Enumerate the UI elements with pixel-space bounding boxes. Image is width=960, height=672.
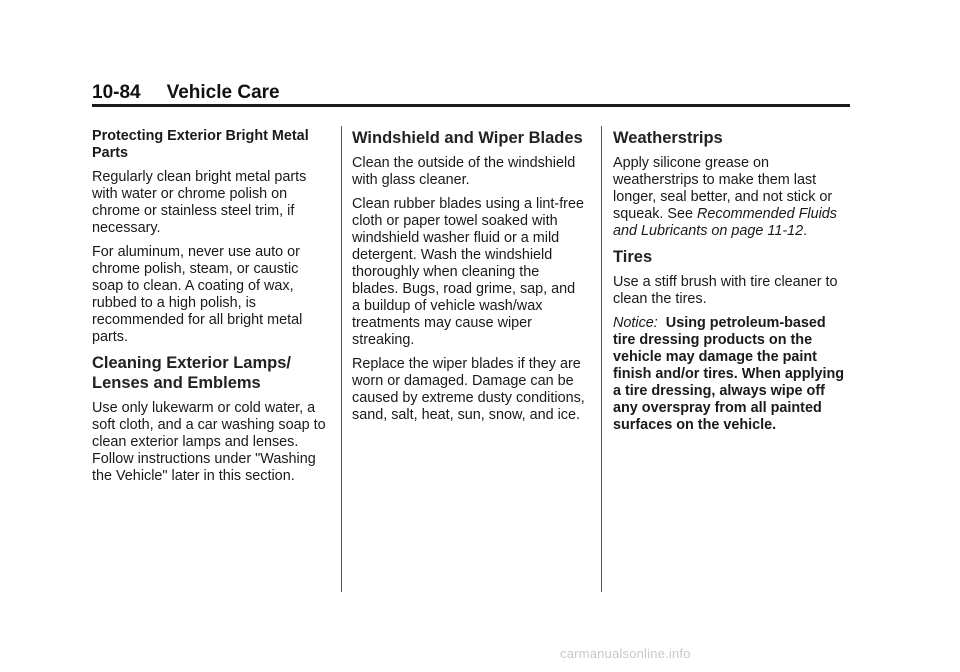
heading-windshield: Windshield and Wiper Blades	[352, 129, 583, 147]
watermark: carmanualsonline.info	[560, 646, 691, 661]
paragraph: Replace the wiper blades if they are worn or damaged. Damage can be caused by extreme dusty conditions, sand, salt, heat, sun, snow, and ice.	[352, 356, 585, 423]
paragraph: Use only lukewarm or cold water, a soft cloth, and a car washing soap to clean exterior lamps and lenses. Follow instructions under "Washing the Vehicle" later in this section.	[92, 400, 326, 484]
column-divider-2	[601, 126, 602, 592]
cross-reference: Recommended Fluids and Lubricants on page 11-12	[613, 206, 837, 239]
heading-weatherstrips: Weatherstrips	[613, 129, 723, 147]
notice-label: Notice:	[613, 315, 658, 331]
paragraph: Regularly clean bright metal parts with water or chrome polish on chrome or stainless steel trim, if necessary.	[92, 169, 307, 236]
subhead-bright-metal: Protecting Exterior Bright Metal Parts	[92, 128, 309, 161]
page-header	[92, 82, 280, 104]
paragraph-text: Apply silicone grease on weatherstrips to make them last longer, seal better, and not stick or squeak. See	[613, 155, 833, 222]
section-title: Vehicle Care	[166, 82, 280, 103]
paragraph: Clean rubber blades using a lint-free cloth or paper towel soaked with windshield washer fluid or a mild detergent. Wash the windshield thoroughly when cleaning the blades. Bugs, road grime, sap, and a buildup of vehicle wash/wax treatments may cause wiper streaking.	[352, 196, 584, 348]
heading-tires: Tires	[613, 248, 653, 266]
paragraph-weatherstrips	[613, 155, 847, 240]
notice-paragraph	[613, 315, 847, 434]
heading-cleaning-lamps: Cleaning Exterior Lamps/ Lenses and Emblems	[92, 354, 291, 392]
paragraph-end: .	[803, 223, 808, 239]
column-1	[92, 128, 326, 492]
paragraph: Use a stiff brush with tire cleaner to clean the tires.	[613, 274, 838, 307]
paragraph: Clean the outside of the windshield with glass cleaner.	[352, 155, 576, 188]
header-rule	[92, 104, 850, 107]
page-number: 10-84	[92, 82, 141, 103]
column-3	[613, 128, 847, 441]
column-divider-1	[341, 126, 342, 592]
notice-text: Using petroleum-based tire dressing products on the vehicle may damage the paint finish and/or tires. When applying a tire dressing, always wipe off any overspray from all painted surfaces on the vehicle.	[613, 315, 845, 433]
paragraph: For aluminum, never use auto or chrome polish, steam, or caustic soap to clean. A coating of wax, rubbed to a high polish, is recommended for all bright metal parts.	[92, 244, 303, 345]
column-2	[352, 128, 586, 431]
